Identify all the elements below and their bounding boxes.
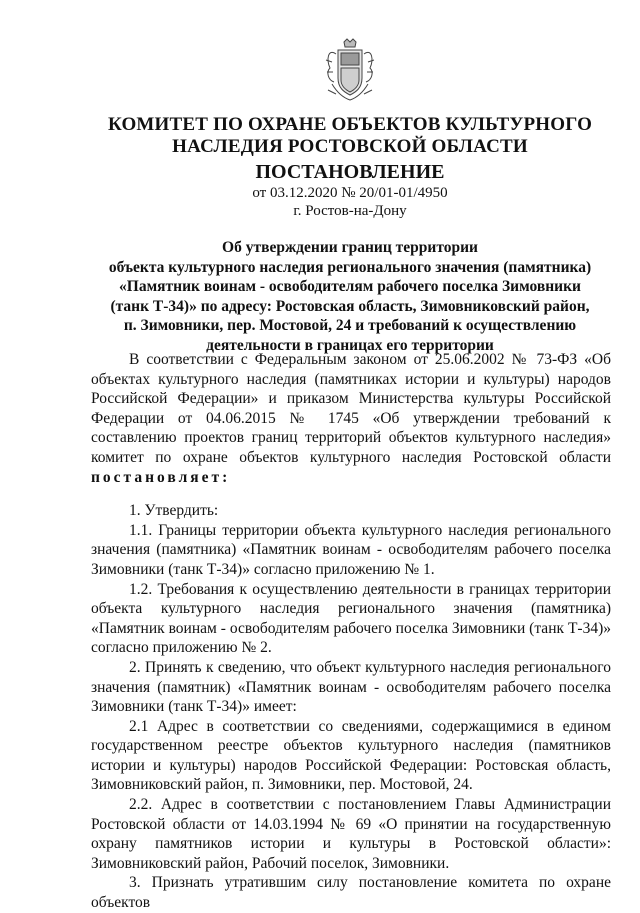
coat-of-arms-icon (322, 38, 378, 104)
document-title (80, 238, 620, 355)
paragraph-2-2: 2.2. Адрес в соответствии с постановлением Главы Администрации Ростовской области от 14.03.1994 № 69 «О принятии на государственную охрану памятников истории и культуры в Ростовской области»: Зимовниковский район, Рабочий поселок, Зимовники. (91, 796, 611, 872)
paragraph-1: 1. Утвердить: (129, 502, 219, 520)
org-line-1: КОМИТЕТ ПО ОХРАНЕ ОБЪЕКТОВ КУЛЬТУРНОГО (107, 114, 593, 135)
document-body (91, 350, 611, 913)
document-date-number: от 03.12.2020 № 20/01-01/4950 (252, 185, 448, 201)
preamble-paragraph: В соответствии с Федеральным законом от 25.06.2002 № 73-ФЗ «Об объектах культурного наследия (памятниках истории и культуры) народов Российской Федерации» и приказом Министерства культуры Российской Федерации от 04.06.2015 № 1745 «Об утверждении требований к составлению проектов границ территорий объектов культурного наследия» комитет по охране объектов культурного наследия Ростовской области (91, 351, 611, 466)
paragraph-2-1: 2.1 Адрес в соответствии со сведениями, содержащимися в едином государственном реестре объектов культурного наследия (памятников истории и культуры) народов Российской Федерации: Ростовская область, Зимовниковский район, п. Зимовники, пер. Мостовой, 24. (91, 717, 611, 794)
title-line: объекта культурного наследия регионального значения (памятника) (108, 258, 592, 276)
paragraph-1-1: 1.1. Границы территории объекта культурного наследия регионального значения (памятника) «Памятник воинам - освободителям рабочего поселка Зимовники (танк Т-34)» согласно приложению № 1. (91, 521, 611, 578)
title-line: «Памятник воинам - освободителям рабочего поселка Зимовники (119, 278, 581, 295)
title-line: (танк Т-34)» по адресу: Ростовская область, Зимовниковский район, (110, 297, 590, 315)
document-city: г. Ростов-на-Дону (293, 203, 407, 219)
organization-name (80, 114, 620, 158)
paragraph-3: 3. Признать утратившим силу постановление комитета по охране объектов (91, 874, 611, 912)
decree-word: постановляет: (91, 468, 231, 486)
document-type: ПОСТАНОВЛЕНИЕ (255, 161, 445, 183)
title-line: п. Зимовники, пер. Мостовой, 24 и требований к осуществлению (123, 317, 577, 334)
paragraph-1-2: 1.2. Требования к осуществлению деятельности в границах территории объекта культурного наследия регионального значения (памятника) «Памятник воинам - освободителям рабочего поселка Зимовники (танк Т-34)» согласно приложению № 2. (91, 580, 611, 657)
title-line: деятельности в границах его территории (206, 336, 494, 354)
paragraph-2: 2. Принять к сведению, что объект культурного наследия регионального значения (памятник) «Памятник воинам - освободителям рабочего поселка Зимовники (танк Т-34)» имеет: (91, 658, 611, 716)
title-line: Об утверждении границ территории (222, 239, 478, 256)
org-line-2: НАСЛЕДИЯ РОСТОВСКОЙ ОБЛАСТИ (172, 136, 528, 157)
